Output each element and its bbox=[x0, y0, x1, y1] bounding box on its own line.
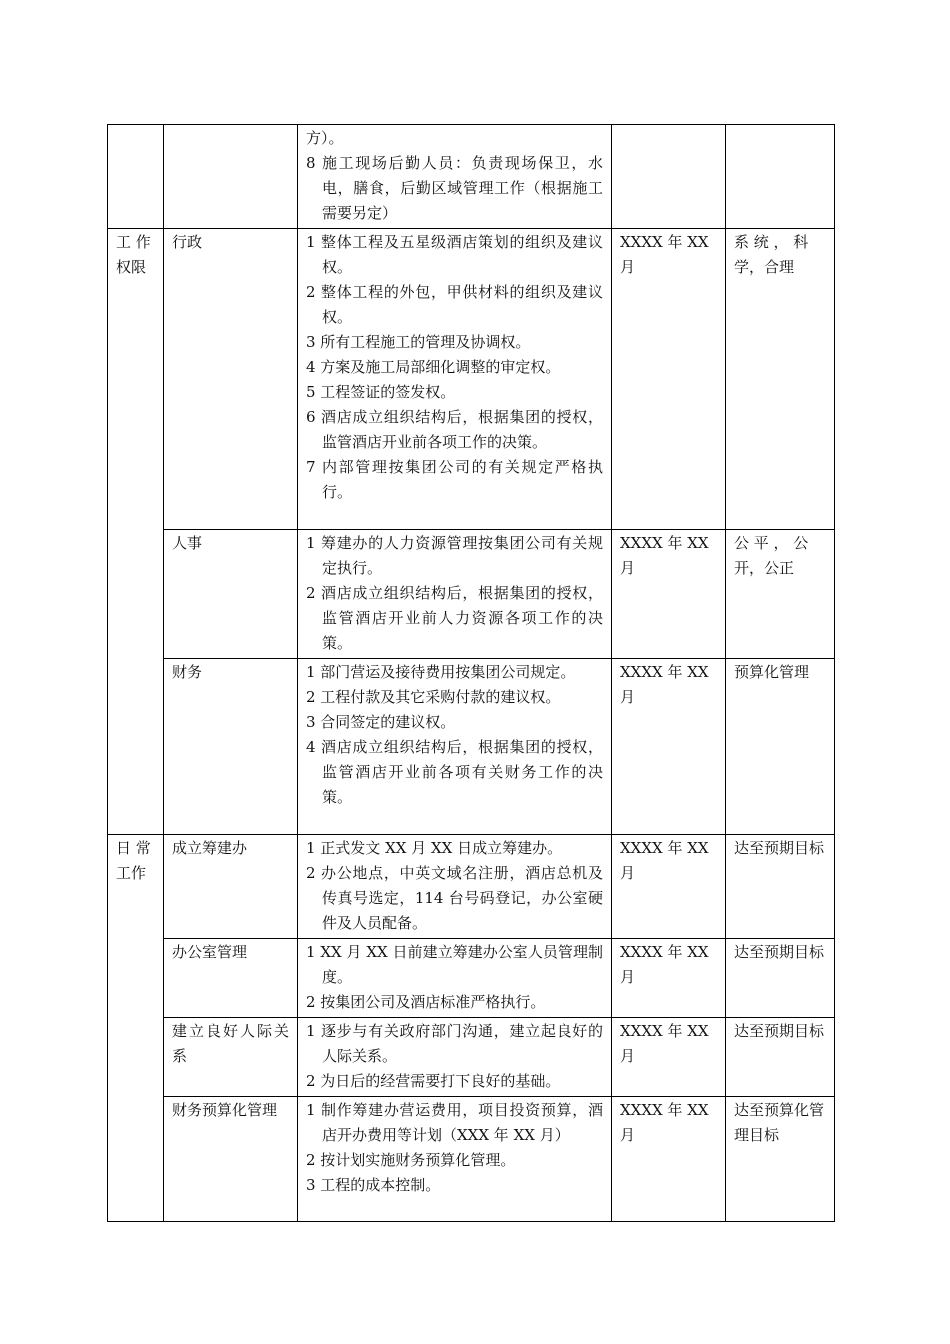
table-row bbox=[108, 835, 835, 939]
standard-label: 预算化管理 bbox=[734, 663, 810, 681]
time-cell bbox=[612, 1097, 726, 1222]
content-item: 4 方案及施工局部细化调整的审定权。 bbox=[306, 358, 561, 376]
table-row bbox=[108, 125, 835, 229]
content-item: 5 工程签证的签发权。 bbox=[306, 383, 456, 401]
time-cell bbox=[612, 125, 726, 229]
content-item: 1 正式发文 XX 月 XX 日成立筹建办。 bbox=[306, 839, 563, 857]
content-cell bbox=[298, 229, 612, 530]
table-row bbox=[108, 1097, 835, 1222]
standard-label: 公 平 ， 公开，公正 bbox=[734, 534, 809, 577]
category-cell bbox=[108, 835, 164, 1222]
standard-label: 达至预期目标 bbox=[734, 1022, 825, 1040]
time-cell bbox=[612, 939, 726, 1018]
standard-label: 达至预算化管理目标 bbox=[734, 1101, 825, 1144]
table-row bbox=[108, 229, 835, 530]
subcategory-cell bbox=[164, 939, 298, 1018]
content-item: 2 按集团公司及酒店标准严格执行。 bbox=[306, 993, 546, 1011]
category-cell bbox=[108, 229, 164, 835]
standard-cell bbox=[726, 835, 835, 939]
content-item: 2 整体工程的外包，甲供材料的组织及建议权。 bbox=[306, 283, 603, 326]
standard-cell bbox=[726, 229, 835, 530]
subcategory-label: 财务 bbox=[172, 663, 203, 681]
content-cell bbox=[298, 659, 612, 835]
subcategory-label: 行政 bbox=[172, 233, 203, 251]
time-cell bbox=[612, 835, 726, 939]
table-row bbox=[108, 1018, 835, 1097]
content-item: 2 工程付款及其它采购付款的建议权。 bbox=[306, 688, 561, 706]
content-item: 1 筹建办的人力资源管理按集团公司有关规定执行。 bbox=[306, 534, 603, 577]
subcategory-label: 办公室管理 bbox=[172, 943, 248, 961]
content-item: 1 XX 月 XX 日前建立筹建办公室人员管理制度。 bbox=[306, 943, 603, 986]
time-cell bbox=[612, 1018, 726, 1097]
standard-cell bbox=[726, 1097, 835, 1222]
time-label: XXXX 年 XX 月 bbox=[620, 663, 709, 706]
content-item: 2 酒店成立组织结构后，根据集团的授权，监管酒店开业前人力资源各项工作的决策。 bbox=[306, 584, 603, 652]
content-cell bbox=[298, 1097, 612, 1222]
table-row bbox=[108, 530, 835, 659]
subcategory-cell bbox=[164, 530, 298, 659]
subcategory-cell bbox=[164, 1018, 298, 1097]
content-item: 3 合同签定的建议权。 bbox=[306, 713, 456, 731]
content-item: 6 酒店成立组织结构后，根据集团的授权，监管酒店开业前各项工作的决策。 bbox=[306, 408, 603, 451]
subcategory-label: 成立筹建办 bbox=[172, 839, 248, 857]
content-item: 1 制作筹建办营运费用，项目投资预算，酒店开办费用等计划（XXX 年 XX 月） bbox=[306, 1101, 603, 1144]
table-body bbox=[108, 125, 835, 1222]
time-label: XXXX 年 XX 月 bbox=[620, 233, 709, 276]
time-label: XXXX 年 XX 月 bbox=[620, 534, 709, 577]
time-label: XXXX 年 XX 月 bbox=[620, 1022, 709, 1065]
subcategory-cell bbox=[164, 1097, 298, 1222]
content-item: 3 工程的成本控制。 bbox=[306, 1176, 441, 1194]
category-label: 日 常 工作 bbox=[116, 839, 151, 882]
content-cell bbox=[298, 939, 612, 1018]
content-item: 7 内部管理按集团公司的有关规定严格执行。 bbox=[306, 458, 603, 501]
category-cell bbox=[108, 125, 164, 229]
subcategory-cell bbox=[164, 125, 298, 229]
content-cell bbox=[298, 835, 612, 939]
standard-label: 系 统 ， 科学，合理 bbox=[734, 233, 809, 276]
subcategory-cell bbox=[164, 229, 298, 530]
content-item: 方）。 bbox=[306, 129, 344, 147]
table-row bbox=[108, 659, 835, 835]
subcategory-label: 建立良好人际关系 bbox=[172, 1022, 289, 1065]
subcategory-label: 人事 bbox=[172, 534, 203, 552]
standard-cell bbox=[726, 939, 835, 1018]
content-item: 1 逐步与有关政府部门沟通，建立起良好的人际关系。 bbox=[306, 1022, 603, 1065]
standard-cell bbox=[726, 530, 835, 659]
content-item: 4 酒店成立组织结构后，根据集团的授权，监管酒店开业前各项有关财务工作的决策。 bbox=[306, 738, 603, 806]
category-label: 工 作 权限 bbox=[116, 233, 151, 276]
time-label: XXXX 年 XX 月 bbox=[620, 943, 709, 986]
standard-cell bbox=[726, 659, 835, 835]
table-row bbox=[108, 939, 835, 1018]
content-cell bbox=[298, 530, 612, 659]
content-item: 1 整体工程及五星级酒店策划的组织及建议权。 bbox=[306, 233, 603, 276]
standard-cell bbox=[726, 125, 835, 229]
content-cell bbox=[298, 125, 612, 229]
time-cell bbox=[612, 229, 726, 530]
time-label: XXXX 年 XX 月 bbox=[620, 1101, 709, 1144]
subcategory-cell bbox=[164, 659, 298, 835]
subcategory-label: 财务预算化管理 bbox=[172, 1101, 278, 1119]
content-item: 2 办公地点，中英文域名注册，酒店总机及传真号选定，114 台号码登记，办公室硬件及人员配备。 bbox=[306, 864, 603, 932]
content-cell bbox=[298, 1018, 612, 1097]
standard-label: 达至预期目标 bbox=[734, 943, 825, 961]
responsibility-table bbox=[107, 124, 835, 1222]
content-item: 2 为日后的经营需要打下良好的基础。 bbox=[306, 1072, 561, 1090]
standard-cell bbox=[726, 1018, 835, 1097]
content-item: 3 所有工程施工的管理及协调权。 bbox=[306, 333, 531, 351]
time-cell bbox=[612, 530, 726, 659]
time-cell bbox=[612, 659, 726, 835]
subcategory-cell bbox=[164, 835, 298, 939]
content-item: 2 按计划实施财务预算化管理。 bbox=[306, 1151, 516, 1169]
content-item: 1 部门营运及接待费用按集团公司规定。 bbox=[306, 663, 576, 681]
standard-label: 达至预期目标 bbox=[734, 839, 825, 857]
content-item: 8 施工现场后勤人员：负责现场保卫，水电，膳食，后勤区域管理工作（根据施工需要另定） bbox=[306, 154, 603, 222]
time-label: XXXX 年 XX 月 bbox=[620, 839, 709, 882]
